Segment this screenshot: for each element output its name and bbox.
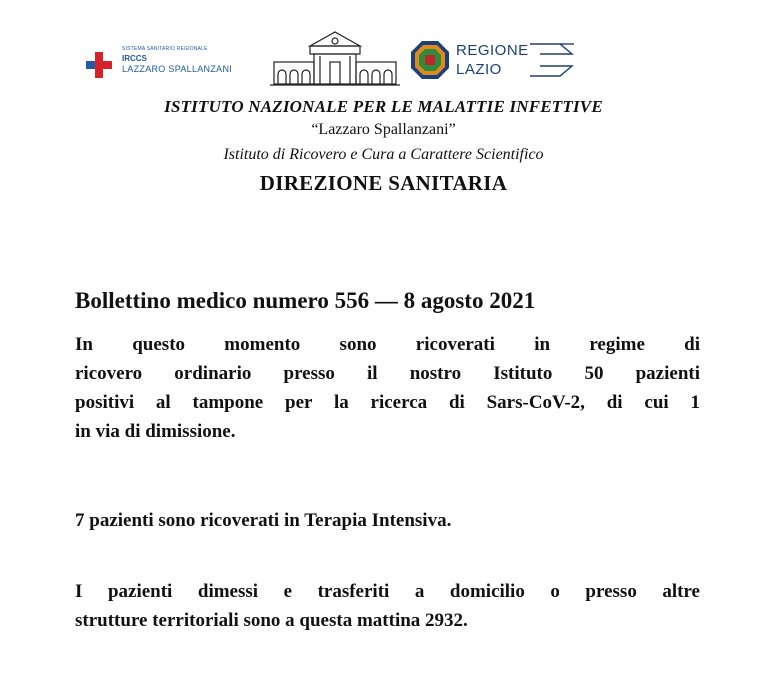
spallanzani-logo bbox=[86, 44, 266, 80]
lazio-text: LAZIO bbox=[456, 61, 502, 78]
bulletin-paragraph-admitted bbox=[75, 330, 700, 446]
medical-cross-icon bbox=[86, 52, 112, 78]
bulletin-title: Bollettino medico numero 556 — 8 agosto 2021 bbox=[75, 288, 536, 313]
institute-building-icon bbox=[270, 28, 400, 88]
lazio-swoosh-icon bbox=[530, 40, 578, 80]
institute-subtitle: Istituto di Ricovero e Cura a Carattere Scientifico bbox=[223, 146, 544, 163]
logo-small-text: SISTEMA SANITARIO REGIONALE bbox=[122, 46, 208, 52]
paragraph-line: positivi al tampone per la ricerca di Sars-CoV-2, di cui 1 bbox=[75, 392, 700, 413]
department-heading: DIREZIONE SANITARIA bbox=[259, 171, 508, 195]
paragraph-line: strutture territoriali sono a questa mattina 2932. bbox=[75, 610, 468, 631]
paragraph-line: in via di dimissione. bbox=[75, 421, 236, 442]
logo-row bbox=[0, 28, 767, 86]
regione-text: REGIONE bbox=[456, 42, 529, 59]
logo-name-text: LAZZARO SPALLANZANI bbox=[122, 64, 233, 74]
paragraph-line: ricovero ordinario presso il nostro Istituto 50 pazienti bbox=[75, 363, 700, 384]
lazio-emblem-icon bbox=[410, 40, 450, 80]
bulletin-paragraph-icu bbox=[75, 506, 700, 535]
paragraph-line: I pazienti dimessi e trasferiti a domicilio o presso altre bbox=[75, 581, 700, 602]
paragraph-line: In questo momento sono ricoverati in regime di bbox=[75, 334, 700, 355]
institute-heading: ISTITUTO NAZIONALE PER LE MALATTIE INFETTIVE bbox=[164, 97, 603, 116]
regione-lazio-logo bbox=[410, 40, 575, 84]
paragraph-line: 7 pazienti sono ricoverati in Terapia Intensiva. bbox=[75, 510, 452, 531]
bulletin-paragraph-discharged bbox=[75, 577, 700, 635]
logo-irccs-text: IRCCS bbox=[122, 54, 147, 63]
institute-name: “Lazzaro Spallanzani” bbox=[311, 121, 456, 138]
